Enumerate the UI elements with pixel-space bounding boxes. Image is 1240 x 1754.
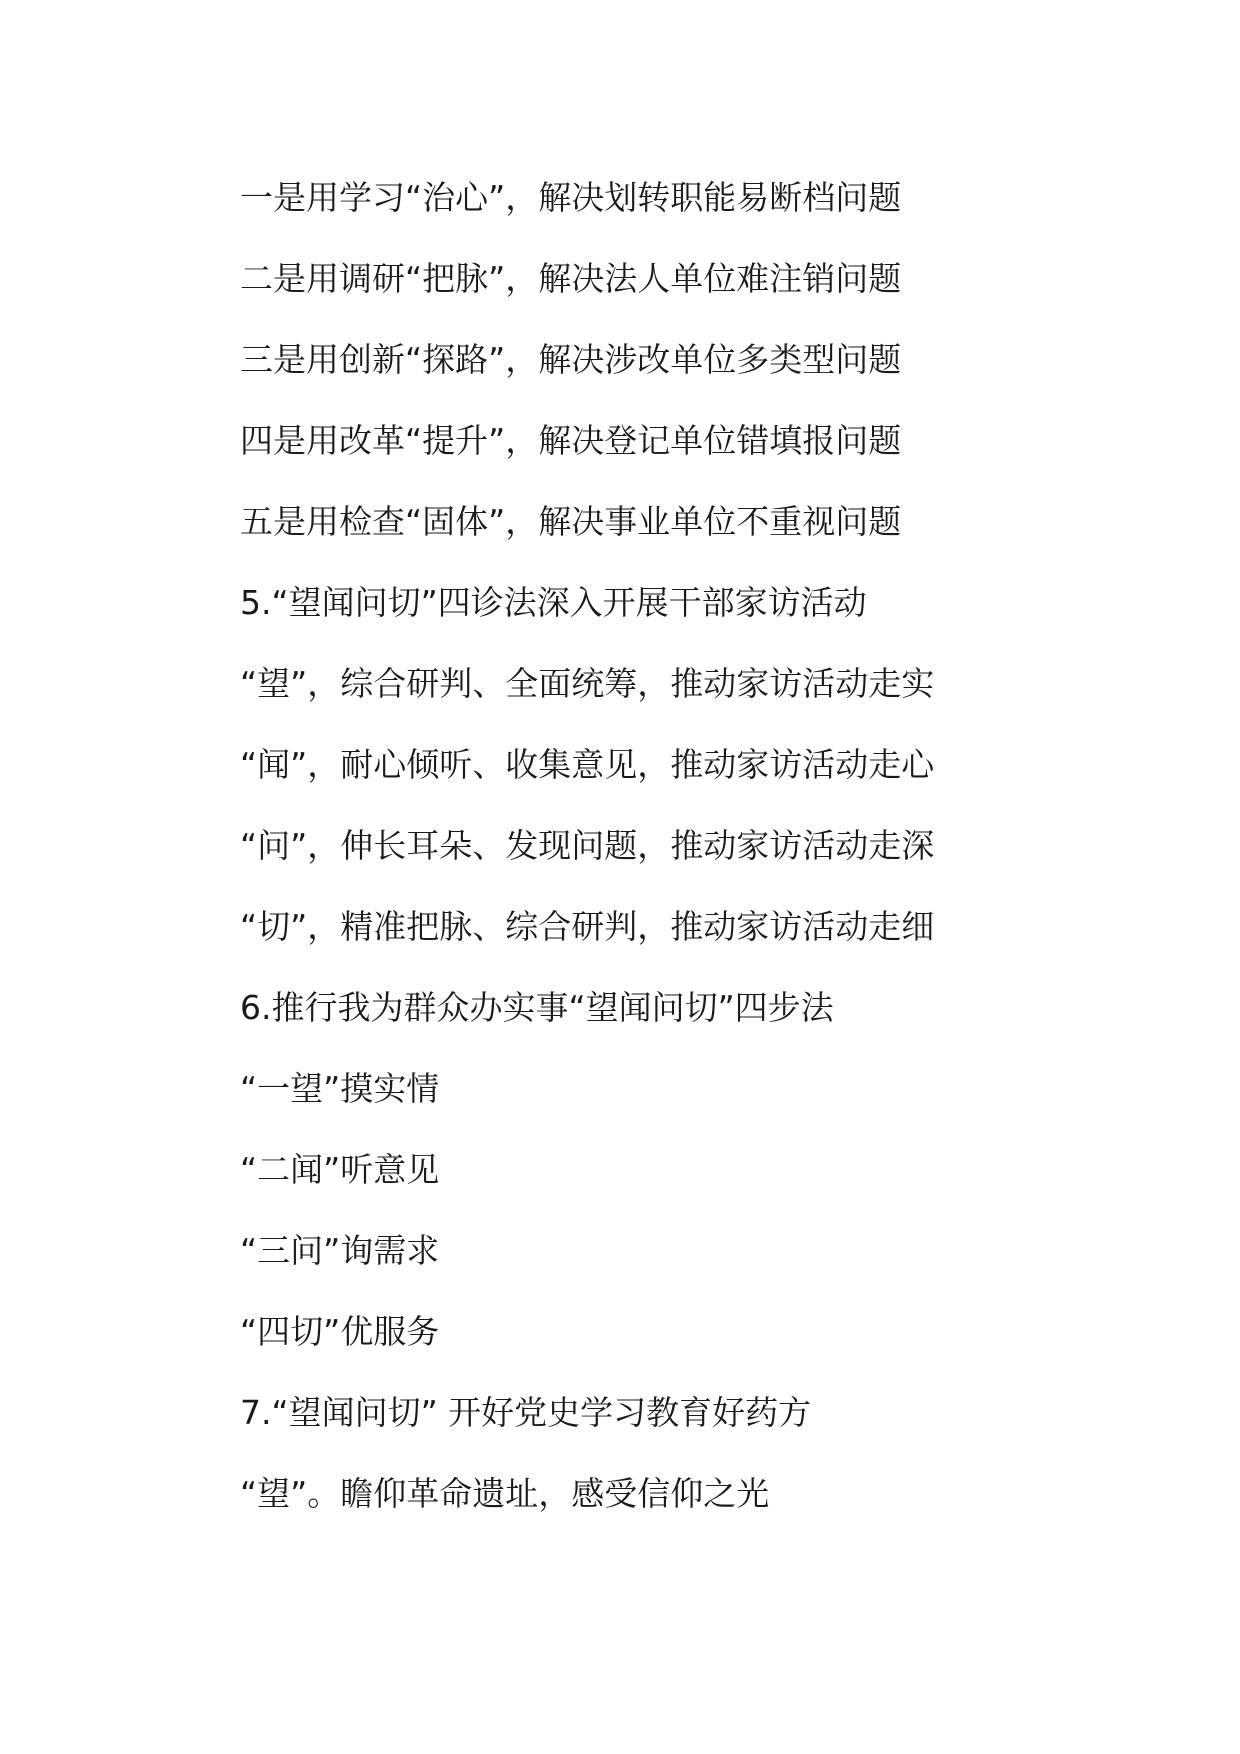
text-line: 三是用创新“探路”，解决涉改单位多类型问题	[240, 340, 902, 379]
text-line: “望”，综合研判、全面统筹，推动家访活动走实	[240, 664, 935, 703]
text-line: 二是用调研“把脉”，解决法人单位难注销问题	[240, 259, 902, 298]
text-line: “问”，伸长耳朵、发现问题，推动家访活动走深	[240, 826, 935, 865]
text-line: “望”。瞻仰革命遗址，感受信仰之光	[240, 1474, 770, 1513]
text-line: 四是用改革“提升”，解决登记单位错填报问题	[240, 421, 902, 460]
text-line: “一望”摸实情	[240, 1069, 440, 1108]
text-line: 一是用学习“治心”，解决划转职能易断档问题	[240, 178, 902, 217]
section-heading: 6.推行我为群众办实事“望闻问切”四步法	[240, 988, 834, 1027]
text-line: “二闻”听意见	[240, 1150, 440, 1189]
text-line: 五是用检查“固体”，解决事业单位不重视问题	[240, 502, 902, 541]
text-line: “闻”，耐心倾听、收集意见，推动家访活动走心	[240, 745, 935, 784]
text-line: “三问”询需求	[240, 1231, 440, 1270]
section-heading: 7.“望闻问切” 开好党史学习教育好药方	[240, 1393, 812, 1432]
document-body	[240, 168, 1140, 1545]
text-line: “切”，精准把脉、综合研判，推动家访活动走细	[240, 907, 935, 946]
text-line: “四切”优服务	[240, 1312, 440, 1351]
section-heading: 5.“望闻问切”四诊法深入开展干部家访活动	[240, 583, 867, 622]
